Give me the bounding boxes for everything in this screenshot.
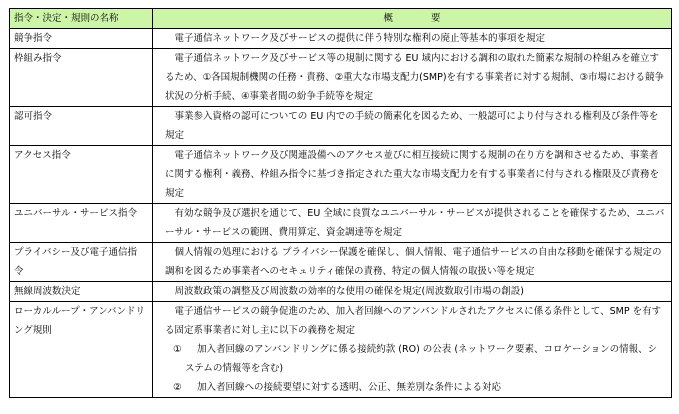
directive-description [153, 204, 672, 243]
directive-description [153, 107, 672, 146]
table-row [10, 29, 672, 49]
directive-description [153, 29, 672, 49]
description-text: 事業参入資格の認可についての EU 内での手続の簡素化を図るため、一般認可により付与される権利及び条件等を規定 [165, 111, 659, 141]
description-text: 電子通信ネットワーク及びサービスの提供に伴う特別な権利の廃止等基本的事項を規定 [174, 33, 546, 44]
table-row [10, 243, 672, 282]
list-item-text: 加入者回線のアンバンドリングに係る接続約款 (RO) の公表 (ネットワーク要素、コロケーションの情報、システムの情報等を含む) [185, 344, 658, 374]
description-text: 電子通信ネットワーク及び関連設備へのアクセス並びに相互接続に関する規制の在り方を調和させるため、事業者に関する権利・義務、枠組み指令に基づき指定された重大な市場支配力を有する事業者に付与される権限及び責務を規定 [165, 150, 660, 199]
directive-name: ユニバーサル・サービス指令 [10, 204, 153, 243]
directive-name: アクセス指令 [10, 146, 153, 204]
list-item-number: ② [173, 382, 182, 393]
directive-description [153, 146, 672, 204]
directive-name: 無線周波数決定 [10, 282, 153, 302]
table-row [10, 302, 672, 398]
column-header-description: 概 要 [153, 9, 672, 29]
list-item-text: 加入者回線への接続要望に対する透明、公正、無差別な条件による対応 [197, 382, 502, 393]
column-header-name: 指令・決定・規則の名称 [10, 9, 153, 29]
list-item [165, 340, 665, 378]
directive-name: プライバシー及び電子通信指令 [10, 243, 153, 282]
description-text: 電子通信サービスの競争促進のため、加入者回線へのアンバンドルされたアクセスに係る条件として、SMP を有する固定系事業者に対し主に以下の義務を規定 [165, 306, 662, 336]
description-text: 周波数政策の調整及び周波数の効率的な使用の確保を規定(周波数取引市場の創設) [174, 286, 524, 297]
obligation-list [165, 340, 665, 397]
directive-description [153, 282, 672, 302]
description-text: 電子通信ネットワーク及びサービス等の規制に関する EU 域内における調和の取れた簡素な規制の枠組みを確立するため、①各国規制機関の任務・責務、②重大な市場支配力(SMP)を有する事業者に対する規制、③市場における競争状況の分析手続、④事業者間の紛争手続等を規定 [165, 53, 665, 102]
directive-name: 認可指令 [10, 107, 153, 146]
directive-description [153, 49, 672, 107]
list-item-number: ① [173, 344, 182, 355]
directive-description [153, 243, 672, 282]
list-item [165, 378, 665, 397]
table-row [10, 282, 672, 302]
table-row [10, 49, 672, 107]
description-text: 有効な競争及び選択を通じて、EU 全域に良質なユニバーサル・サービスが提供されることを確保するため、ユニバーサル・サービスの範囲、費用算定、資金調達等を規定 [165, 208, 665, 238]
directive-name: ローカルループ・アンバンドリング規則 [10, 302, 153, 398]
description-text: 個人情報の処理における プライバシー保護を確保し、個人情報、電子通信サービスの自由な移動を確保する規定の調和を図るため事業者へのセキュリティ確保の責務、特定の個人情報の取扱い等を規定 [165, 247, 662, 277]
directive-description [153, 302, 672, 398]
directive-name: 競争指令 [10, 29, 153, 49]
table-row [10, 204, 672, 243]
directive-table [9, 8, 672, 398]
directive-name: 枠組み指令 [10, 49, 153, 107]
table-row [10, 146, 672, 204]
table-row [10, 107, 672, 146]
table-header-row [10, 9, 672, 29]
